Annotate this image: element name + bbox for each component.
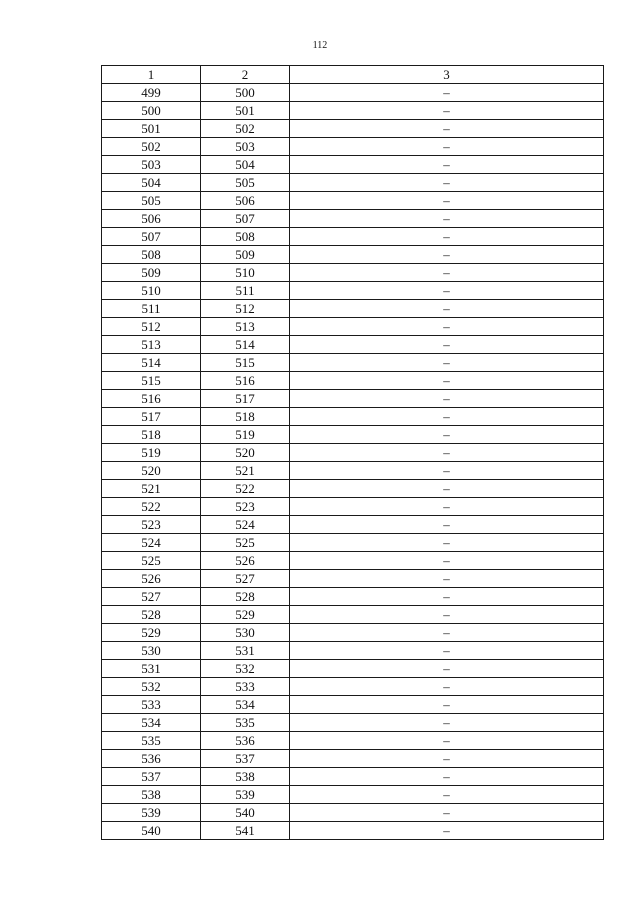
table-cell-col-2: 501 [201,102,290,120]
table-cell-col-1: 527 [102,588,201,606]
table-cell-col-2: 520 [201,444,290,462]
table-cell-col-3: – [290,318,604,336]
table-cell-col-2: 537 [201,750,290,768]
table-cell-col-3: – [290,606,604,624]
table-cell-col-2: 512 [201,300,290,318]
table-row [102,804,604,822]
data-table [101,65,604,840]
table-cell-col-1: 503 [102,156,201,174]
table-cell-col-3: – [290,498,604,516]
table-cell-col-1: 518 [102,426,201,444]
table-row [102,786,604,804]
table-cell-col-2: 538 [201,768,290,786]
table-row [102,372,604,390]
table-row [102,660,604,678]
table-cell-col-2: 511 [201,282,290,300]
table-row [102,732,604,750]
table-cell-col-1: 520 [102,462,201,480]
table-cell-col-1: 535 [102,732,201,750]
table-cell-col-1: 509 [102,264,201,282]
table-cell-col-3: – [290,210,604,228]
table-row [102,282,604,300]
table-cell-col-1: 534 [102,714,201,732]
table-cell-col-3: – [290,336,604,354]
table-cell-col-2: 515 [201,354,290,372]
table-cell-col-3: – [290,120,604,138]
table-cell-col-3: – [290,264,604,282]
table-cell-col-3: – [290,552,604,570]
table-row [102,300,604,318]
table-cell-col-1: 504 [102,174,201,192]
table-cell-col-1: 538 [102,786,201,804]
table-cell-col-2: 506 [201,192,290,210]
table-cell-col-3: – [290,246,604,264]
table-cell-col-1: 530 [102,642,201,660]
table-cell-col-1: 540 [102,822,201,840]
table-cell-col-2: 534 [201,696,290,714]
table-row [102,228,604,246]
table-cell-col-3: – [290,570,604,588]
table-cell-col-1: 514 [102,354,201,372]
table-row [102,750,604,768]
table-cell-col-3: – [290,444,604,462]
table-cell-col-3: – [290,408,604,426]
table-row [102,138,604,156]
table-row [102,210,604,228]
table-cell-col-1: 539 [102,804,201,822]
table-cell-col-1: 506 [102,210,201,228]
column-header-3: 3 [290,66,604,84]
table-cell-col-1: 501 [102,120,201,138]
table-cell-col-2: 514 [201,336,290,354]
table-cell-col-3: – [290,426,604,444]
table-cell-col-2: 532 [201,660,290,678]
table-cell-col-3: – [290,786,604,804]
table-cell-col-1: 513 [102,336,201,354]
table-cell-col-3: – [290,534,604,552]
table-cell-col-2: 539 [201,786,290,804]
table-cell-col-2: 529 [201,606,290,624]
table-cell-col-2: 540 [201,804,290,822]
table-cell-col-3: – [290,300,604,318]
table-cell-col-3: – [290,480,604,498]
table-cell-col-3: – [290,156,604,174]
table-cell-col-1: 511 [102,300,201,318]
table-cell-col-2: 505 [201,174,290,192]
table-cell-col-2: 504 [201,156,290,174]
table-cell-col-2: 521 [201,462,290,480]
table-cell-col-1: 500 [102,102,201,120]
table-cell-col-2: 518 [201,408,290,426]
table-cell-col-1: 537 [102,768,201,786]
table-cell-col-2: 516 [201,372,290,390]
column-header-1: 1 [102,66,201,84]
table-cell-col-3: – [290,282,604,300]
table-cell-col-2: 533 [201,678,290,696]
table-cell-col-2: 502 [201,120,290,138]
table-cell-col-3: – [290,660,604,678]
table-row [102,552,604,570]
table-row [102,354,604,372]
table-row [102,606,604,624]
table-cell-col-2: 503 [201,138,290,156]
table-cell-col-1: 499 [102,84,201,102]
column-header-2: 2 [201,66,290,84]
table-row [102,678,604,696]
table-cell-col-3: – [290,390,604,408]
table-cell-col-1: 531 [102,660,201,678]
table-row [102,588,604,606]
table-row [102,444,604,462]
table-cell-col-2: 535 [201,714,290,732]
table-cell-col-3: – [290,138,604,156]
table-row [102,336,604,354]
table-cell-col-3: – [290,516,604,534]
table-cell-col-1: 536 [102,750,201,768]
table-cell-col-1: 502 [102,138,201,156]
table-cell-col-3: – [290,192,604,210]
table-row [102,426,604,444]
table-cell-col-1: 526 [102,570,201,588]
table-cell-col-2: 509 [201,246,290,264]
table-cell-col-3: – [290,804,604,822]
table-cell-col-1: 521 [102,480,201,498]
table-row [102,390,604,408]
table-row [102,624,604,642]
table-cell-col-3: – [290,750,604,768]
table-row [102,264,604,282]
table-row [102,102,604,120]
table-cell-col-3: – [290,678,604,696]
table-cell-col-1: 524 [102,534,201,552]
table-cell-col-2: 508 [201,228,290,246]
table-cell-col-1: 508 [102,246,201,264]
table-row [102,570,604,588]
table-cell-col-1: 519 [102,444,201,462]
table-cell-col-3: – [290,768,604,786]
table-cell-col-3: – [290,84,604,102]
table-cell-col-2: 513 [201,318,290,336]
table-cell-col-1: 529 [102,624,201,642]
table-cell-col-2: 523 [201,498,290,516]
table-row [102,408,604,426]
table-row [102,534,604,552]
table-cell-col-2: 531 [201,642,290,660]
table-header [102,66,604,84]
table-cell-col-2: 524 [201,516,290,534]
table-cell-col-2: 526 [201,552,290,570]
header-row [102,66,604,84]
table-cell-col-3: – [290,588,604,606]
table-cell-col-1: 510 [102,282,201,300]
table-cell-col-2: 500 [201,84,290,102]
table-row [102,498,604,516]
table-cell-col-2: 541 [201,822,290,840]
table-cell-col-2: 528 [201,588,290,606]
table-cell-col-1: 532 [102,678,201,696]
page-number: 112 [312,40,328,51]
table-cell-col-2: 525 [201,534,290,552]
table-cell-col-3: – [290,102,604,120]
table-cell-col-1: 523 [102,516,201,534]
table-cell-col-3: – [290,174,604,192]
table-cell-col-2: 510 [201,264,290,282]
table-row [102,156,604,174]
table-body [102,84,604,840]
table-cell-col-2: 530 [201,624,290,642]
table-row [102,768,604,786]
table-row [102,192,604,210]
table-row [102,120,604,138]
table-cell-col-3: – [290,714,604,732]
table-cell-col-1: 528 [102,606,201,624]
table-cell-col-3: – [290,642,604,660]
table-row [102,516,604,534]
table-row [102,318,604,336]
table-cell-col-3: – [290,354,604,372]
table-cell-col-1: 525 [102,552,201,570]
table-row [102,714,604,732]
table-cell-col-3: – [290,822,604,840]
table-cell-col-2: 519 [201,426,290,444]
table-cell-col-1: 505 [102,192,201,210]
table-cell-col-1: 516 [102,390,201,408]
table-cell-col-1: 512 [102,318,201,336]
table-cell-col-3: – [290,372,604,390]
table-cell-col-2: 507 [201,210,290,228]
table-cell-col-2: 522 [201,480,290,498]
table-cell-col-3: – [290,228,604,246]
table-cell-col-2: 536 [201,732,290,750]
table-cell-col-2: 527 [201,570,290,588]
table-row [102,822,604,840]
table-row [102,642,604,660]
table-row [102,696,604,714]
table-cell-col-1: 515 [102,372,201,390]
table-row [102,84,604,102]
table-cell-col-3: – [290,624,604,642]
table-cell-col-2: 517 [201,390,290,408]
table-cell-col-3: – [290,696,604,714]
table-row [102,480,604,498]
table-cell-col-3: – [290,462,604,480]
table-cell-col-1: 517 [102,408,201,426]
table-row [102,174,604,192]
table-cell-col-3: – [290,732,604,750]
table-row [102,462,604,480]
table-row [102,246,604,264]
table-cell-col-1: 533 [102,696,201,714]
table-cell-col-1: 507 [102,228,201,246]
table-cell-col-1: 522 [102,498,201,516]
